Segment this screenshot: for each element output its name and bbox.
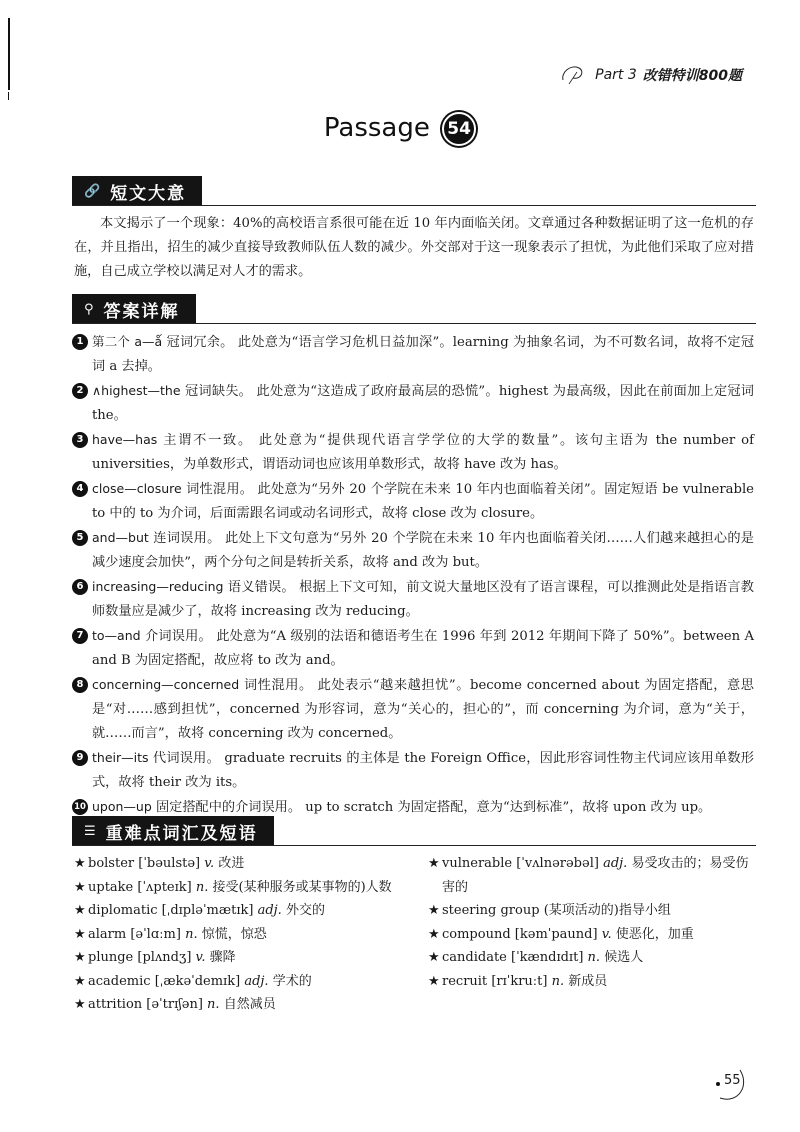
section-summary-header (72, 176, 202, 206)
vocab-meaning: 接受(某种服务或某事物的)人数 (212, 879, 392, 895)
vocab-pos: adj. (603, 856, 628, 871)
star-icon: ★ (74, 856, 86, 871)
section-rule (72, 205, 756, 206)
margin-line (8, 18, 10, 90)
answer-correction: and—but (92, 530, 149, 545)
link-icon: 🔗 (84, 183, 101, 199)
vocab-pos: n. (185, 926, 198, 942)
passage-label: Passage (323, 113, 430, 143)
vocab-ipa: [kəmˈpaund] (514, 926, 598, 942)
list-icon: ☰ (84, 823, 96, 839)
part-label: Part 3 (595, 67, 637, 83)
vocab-pos: v. (601, 926, 612, 942)
star-icon: ★ (74, 997, 86, 1012)
answer-item (74, 575, 754, 624)
answer-correction: upon—up (92, 799, 152, 814)
section-tag (72, 294, 196, 324)
vocab-ipa: [rɪˈkruːt] (491, 973, 548, 989)
vocab-item (74, 923, 414, 947)
vocab-word: candidate (442, 950, 507, 965)
vocab-word: uptake (88, 879, 134, 895)
star-icon: ★ (428, 973, 440, 989)
vocab-item (74, 876, 414, 900)
answer-explanation: 代词误用。 graduate recruits 的主体是 the Foreign Office，因此形容词性物主代词应该用单数形式，故将 their 改为 its。 (92, 751, 754, 790)
section-tag (72, 176, 202, 206)
vocab-meaning: 骤降 (209, 950, 236, 965)
passage-title (0, 112, 800, 146)
vocab-item (428, 946, 758, 970)
answer-number-badge: 5 (72, 530, 88, 546)
vocab-pos: n. (207, 997, 220, 1012)
vocab-word: plunge (88, 950, 134, 965)
vocab-ipa: [ˈbəulstə] (138, 856, 201, 871)
vocab-item (428, 899, 758, 923)
vocab-word: bolster (88, 856, 135, 871)
answer-number-badge: 4 (72, 481, 88, 497)
answer-number-badge: 3 (72, 432, 88, 448)
section-rule (72, 845, 756, 846)
answer-explanation: 主谓不一致。 此处意为“提供现代语言学学位的大学的数量”。该句主语为 the number of universities，为单数形式，谓语动词也应该用单数形式，故将 have 改为 has。 (92, 433, 754, 472)
answer-explanation: 介词误用。 此处意为“A 级别的法语和德语考生在 1996 年到 2012 年期间下降了 50%”。between A and B 为固定搭配，故应将 to 改为 and。 (92, 629, 754, 668)
vocab-ipa: [ˈkændɪdɪt] (511, 950, 584, 965)
vocab-item (428, 970, 758, 994)
answer-explanation: 冠词缺失。 此处意为“这造成了政府最高层的恐慌”。highest 为最高级，因此在前面加上定冠词 the。 (92, 384, 754, 423)
vocab-item (74, 970, 414, 994)
answer-number-badge: 10 (72, 799, 88, 815)
section-answers-header (72, 294, 196, 324)
answer-number-badge: 1 (72, 334, 88, 350)
answer-number-badge: 2 (72, 383, 88, 399)
star-icon: ★ (74, 973, 86, 989)
vocab-pos: n. (587, 950, 601, 965)
answer-item (74, 624, 754, 673)
vocab-word: academic (88, 973, 151, 989)
passage-number-badge: 54 (442, 112, 476, 146)
answer-item (74, 379, 754, 428)
section-title: 重难点词汇及短语 (105, 823, 258, 844)
part-title: 改错特训800题 (642, 68, 742, 84)
margin-line-tick (8, 92, 9, 100)
vocab-item (74, 993, 414, 1017)
answer-item (74, 746, 754, 795)
answer-correction: increasing—reducing (92, 579, 224, 594)
vocab-item (74, 946, 414, 970)
vocab-meaning-continued: 害的 (442, 879, 469, 895)
vocab-pos: v. (195, 950, 206, 965)
answer-list (74, 330, 754, 820)
answer-item (74, 673, 754, 746)
vocab-ipa: [əˈtrɪʃən] (146, 997, 203, 1012)
vocab-pos: v. (204, 856, 215, 871)
answer-number-badge: 8 (72, 677, 88, 693)
section-vocab-header (72, 816, 274, 846)
vocab-meaning: 自然减员 (223, 997, 276, 1012)
answer-correction: ∧highest—the (92, 383, 181, 398)
vocab-meaning: 改进 (218, 856, 245, 871)
answer-item (74, 477, 754, 526)
magnifier-icon: ⚲ (84, 301, 94, 317)
vocab-meaning: 新成员 (568, 973, 608, 989)
vocab-ipa: [ˈʌpteɪk] (137, 879, 192, 895)
star-icon: ★ (74, 950, 86, 965)
vocab-meaning: 使恶化，加重 (615, 926, 694, 942)
vocab-word: attrition (88, 997, 143, 1012)
vocab-meaning: 外交的 (285, 903, 325, 918)
vocab-word: alarm (88, 926, 127, 942)
vocab-pos: n. (195, 879, 209, 895)
vocab-list-left (74, 852, 414, 1017)
star-icon: ★ (74, 903, 86, 918)
vocab-meaning: 学术的 (272, 973, 312, 989)
answer-correction: close—closure (92, 481, 182, 496)
answer-correction: their—its (92, 750, 149, 765)
vocab-ipa: [ˈvʌlnərəbəl] (516, 856, 599, 871)
vocab-item (74, 852, 414, 876)
vocab-ipa: [ˌdɪpləˈmætɪk] (161, 903, 254, 918)
vocab-meaning: 惊慌，惊恐 (201, 926, 267, 942)
answer-item (74, 526, 754, 575)
vocab-item (74, 899, 414, 923)
vocab-pos: adj. (244, 973, 269, 989)
vocab-pos: n. (551, 973, 565, 989)
running-head (559, 62, 742, 88)
answer-explanation: 连词误用。 此处上下文句意为“另外 20 个学院在未来 10 年内也面临着关闭……人们越来越担心的是减少速度会加快”，两个分句之间是转折关系，故将 and 改为 but。 (92, 531, 754, 570)
answer-explanation: 固定搭配中的介词误用。 up to scratch 为固定搭配，意为“达到标准”，故将 upon 改为 up。 (151, 800, 712, 815)
star-icon: ★ (74, 879, 86, 895)
vocab-meaning: 易受攻击的；易受伤 (631, 856, 749, 871)
vocab-ipa: [əˈlɑːm] (130, 926, 181, 942)
section-title: 短文大意 (110, 183, 187, 204)
summary-paragraph: 本文揭示了一个现象：40%的高校语言系很可能在近 10 年内面临关闭。文章通过各种数据证明了这一危机的存在，并且指出，招生的减少直接导致教师队伍人数的减少。外交部对于这一现象表示了担忧，为此他们采取了应对措施，自己成立学校以满足对人才的需求。 (74, 216, 754, 279)
vocab-pos: adj. (257, 903, 282, 918)
vocab-meaning: 候选人 (604, 950, 644, 965)
answer-number-badge: 9 (72, 750, 88, 766)
answer-item (74, 428, 754, 477)
answer-explanation: 语义错误。 根据上下文可知，前文说大量地区没有了语言课程，可以推测此处是指语言教师数量应是减少了，故将 increasing 改为 reducing。 (92, 580, 754, 619)
vocab-word: diplomatic (88, 903, 158, 918)
page-number-text: 55 (724, 1073, 741, 1088)
answer-correction: have—has (92, 432, 158, 447)
vocab-word: recruit (442, 973, 488, 989)
answer-explanation: 词性混用。 此处表示“越来越担忧”。become concerned about 为固定搭配，意思是“对……感到担忧”，concerned 为形容词，意为“关心的，担心的”，而 concerning 为介词，意为“关于，就……而言”，故将 concerning 改为 concerned。 (92, 678, 754, 741)
answer-correction: concerning—concerned (92, 677, 240, 692)
swirl-ornament-icon (559, 62, 589, 88)
star-icon: ★ (428, 926, 440, 942)
vocab-word: compound (442, 926, 511, 942)
star-icon: ★ (428, 856, 440, 871)
answer-number-badge: 7 (72, 628, 88, 644)
vocab-word: vulnerable (442, 856, 513, 871)
star-icon: ★ (428, 950, 440, 965)
vocab-item (428, 923, 758, 947)
vocab-ipa: [ˌækəˈdemɪk] (154, 973, 241, 989)
answer-item (74, 330, 754, 379)
vocab-list-right (428, 852, 758, 993)
page-number (710, 1064, 750, 1104)
section-tag (72, 816, 274, 846)
section-title: 答案详解 (103, 301, 180, 322)
answer-correction: to—and (92, 628, 141, 643)
answer-explanation: 冠词冗余。 此处意为“语言学习危机日益加深”。learning 为抽象名词，为不可数名词，故将不定冠词 a 去掉。 (92, 335, 755, 374)
vocab-word: steering group (442, 903, 540, 918)
vocab-ipa: [plʌndʒ] (137, 950, 192, 965)
answer-explanation: 词性混用。 此处意为“另外 20 个学院在未来 10 年内也面临着关闭”。固定短语 be vulnerable to 中的 to 为介词，后面需跟名词或动名词形式，故将 close 改为 closure。 (92, 482, 754, 521)
vocab-meaning: (某项活动的)指导小组 (543, 903, 671, 918)
star-icon: ★ (74, 926, 86, 942)
section-rule (72, 323, 756, 324)
vocab-item (428, 852, 758, 876)
star-icon: ★ (428, 903, 440, 918)
answer-correction: 第二个 a—ǻ (92, 334, 163, 349)
answer-number-badge: 6 (72, 579, 88, 595)
